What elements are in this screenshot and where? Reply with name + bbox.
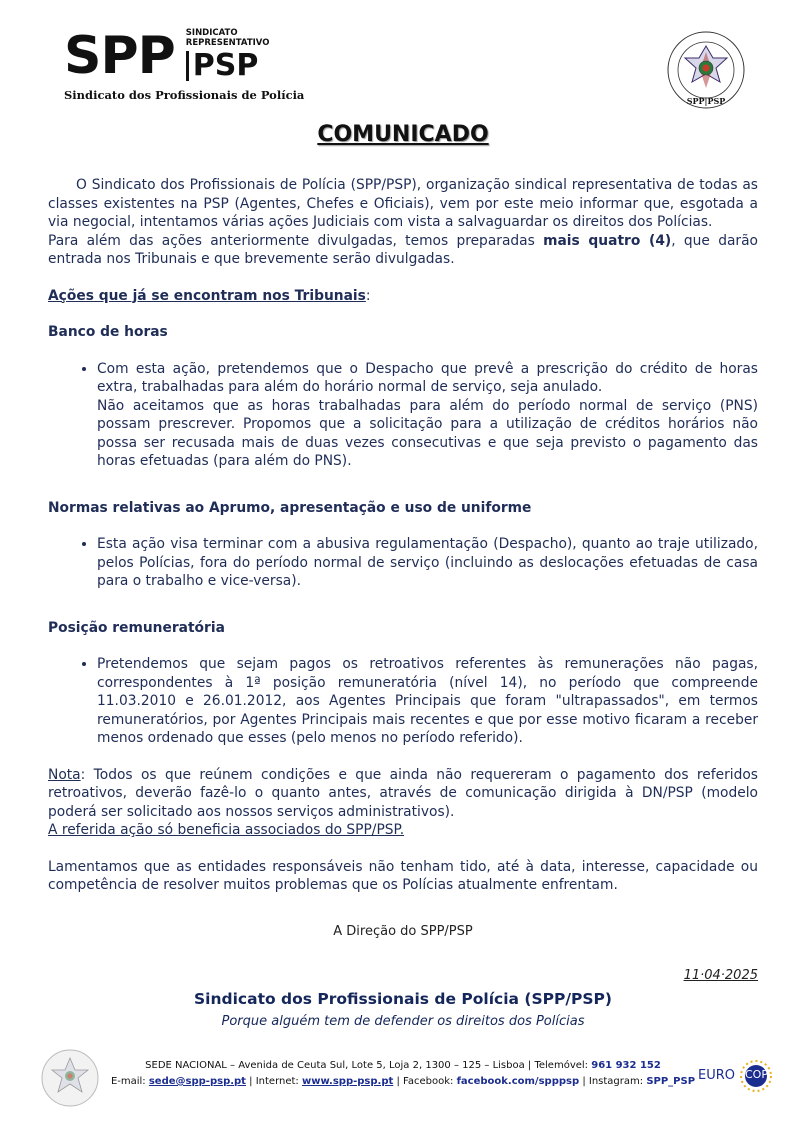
normas-heading: Normas relativas ao Aprumo, apresentação e uso de uniforme [48,499,532,516]
document-date: 11·04·2025 [683,968,758,983]
facebook-link[interactable]: facebook.com/spppsp [456,1076,580,1087]
normas-list [48,535,758,591]
logo-small-line1: SINDICATO [185,28,238,38]
phone-number: 961 932 152 [591,1060,661,1071]
website-link[interactable]: www.spp-psp.pt [301,1076,394,1087]
section-heading: Ações que já se encontram nos Tribunais: [48,287,371,304]
second-paragraph: Para além das ações anteriormente divulgadas, temos preparadas mais quatro (4), que darão entrada nos Tribunais e que brevemente serão divulgadas. [48,232,758,267]
page-title: COMUNICADO [317,122,489,147]
banco-heading: Banco de horas [48,324,168,340]
footer-title: Sindicato dos Profissionais de Polícia (SPP/PSP) [194,990,612,1008]
seal-text: SPP|PSP [686,96,726,106]
highlight-count: mais quatro (4) [543,232,672,249]
nota-paragraph: Nota: Todos os que reúnem condições e que ainda não requereram o pagamento dos referidos retroativos, deverão fazê-lo o quanto antes, através de comunicação dirigida à DN/PSP (modelo poderá ser solicitado aos nossos serviços administrativos). [48,766,758,820]
posicao-heading: Posição remuneratória [48,619,225,636]
list-item: • Com esta ação, pretendemos que o Despacho que prevê a prescrição do crédito de horas extra, trabalhadas para além do horário normal de serviço, seja anulado. Não aceitamos que as horas trabalhadas para além do período normal de serviço (PNS) possam prescrever. Propomos que a solicitação para a utilização de créditos horários não possa ser recusada mais de duas vezes consecutivas e que seja previsto o pagamento das horas efetuadas (para além do PNS). [97,360,758,471]
footer-subtitle: Porque alguém tem de defender os direitos dos Polícias [221,1014,585,1029]
closing-paragraph: Lamentamos que as entidades responsáveis não tenham tido, até à data, interesse, capacidade ou competência de resolver muitos problemas que os Polícias atualmente enfrentam. [48,858,758,893]
nota-underlined: A referida ação só beneficia associados do SPP/PSP. [48,822,405,838]
spp-psp-logo [64,28,304,102]
banco-list [48,360,758,471]
logo-psp-text: PSP [186,51,270,81]
eurocop-logo [698,1058,778,1094]
posicao-list [48,655,758,748]
logo-spp-text: SPP [64,26,175,86]
document-body [48,176,758,941]
logo-small-line2: REPRESENTATIVO [185,38,270,48]
logo-caption: Sindicato dos Profissionais de Polícia [64,88,305,102]
eurocop-text-b: COP [745,1068,768,1081]
eurocop-text-a: EURO [698,1068,735,1083]
signature: A Direção do SPP/PSP [333,923,473,939]
list-item: • Pretendemos que sejam pagos os retroativos referentes às remunerações não pagas, correspondentes à 1ª posição remuneratória (nível 14), no período que compreende 11.03.2010 e 26.01.2012, aos Agentes Principais que foram "ultrapassados", em termos remuneratórios, por Agentes Principais mais recentes e que por esse motivo ficaram a receber menos ordenado que esses (pelo menos no período referido). [97,655,758,748]
email-link[interactable]: sede@spp-psp.pt [148,1076,246,1087]
intro-paragraph: O Sindicato dos Profissionais de Polícia (SPP/PSP), organização sindical representativa de todas as classes existentes na PSP (Agentes, Chefes e Oficiais), vem por este meio informar que, esgotada a via negocial, intentamos várias ações Judiciais com vista a salvaguardar os direitos dos Polícias. [48,177,758,230]
list-item: • Esta ação visa terminar com a abusiva regulamentação (Despacho), quanto ao traje utilizado, pelos Polícias, fora do período normal de serviço (incluindo as deslocações efetuadas de casa para o trabalho e vice-versa). [97,535,758,591]
footer-contact: SEDE NACIONAL – Avenida de Ceuta Sul, Lote 5, Loja 2, 1300 – 125 – Lisboa | Telemóvel: 961 932 152 E-mail: sede@spp-psp.pt | Internet: www.spp-psp.pt | Facebook: facebook.com/spppsp | Instagram: SPP_PSP [110,1060,696,1087]
union-seal-icon [666,30,746,110]
instagram-handle[interactable]: SPP_PSP [646,1076,696,1087]
